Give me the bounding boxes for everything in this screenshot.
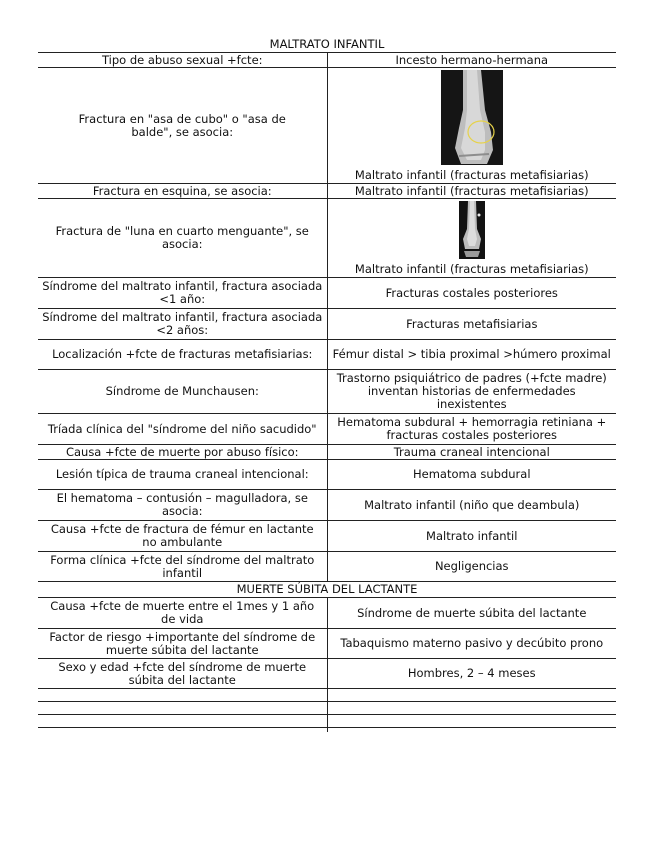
answer-cell: Hematoma subdural (327, 460, 616, 490)
table-row (38, 68, 616, 184)
question-cell: Síndrome de Munchausen: (38, 370, 327, 414)
question-cell: Tipo de abuso sexual +fcte: (38, 53, 327, 68)
question-cell: Tríada clínica del "síndrome del niño sacudido" (38, 414, 327, 445)
table-row (38, 445, 616, 460)
table-row (38, 659, 616, 689)
section-title: MALTRATO INFANTIL (38, 37, 616, 53)
question-cell: Causa +fcte de fractura de fémur en lactante no ambulante (38, 521, 327, 552)
question-cell: Síndrome del maltrato infantil, fractura asociada <2 años: (38, 309, 327, 340)
question-cell: Fractura en "asa de cubo" o "asa de balde", se asocia: (38, 68, 327, 184)
answer-cell: Fracturas costales posteriores (327, 278, 616, 309)
table-row (38, 414, 616, 445)
answer-cell: Negligencias (327, 552, 616, 582)
answer-cell: Hematoma subdural + hemorragia retiniana + fracturas costales posteriores (327, 414, 616, 445)
question-cell: Síndrome del maltrato infantil, fractura asociada <1 año: (38, 278, 327, 309)
answer-cell: Maltrato infantil (fracturas metafisiarias) (327, 184, 616, 199)
question-cell: Localización +fcte de fracturas metafisiarias: (38, 340, 327, 370)
question-cell: Factor de riesgo +importante del síndrome de muerte súbita del lactante (38, 629, 327, 659)
answer-cell: Incesto hermano-hermana (327, 53, 616, 68)
xray-image-bucket-handle-fracture (441, 70, 503, 165)
section-header-maltrato (38, 37, 616, 53)
answer-cell: Maltrato infantil (327, 521, 616, 552)
table-row (38, 340, 616, 370)
question-cell: El hematoma – contusión – magulladora, se asocia: (38, 490, 327, 521)
empty-row (38, 689, 616, 702)
table-row (38, 278, 616, 309)
table-row (38, 309, 616, 340)
table-row (38, 184, 616, 199)
question-cell: Lesión típica de trauma craneal intencional: (38, 460, 327, 490)
answer-caption: Maltrato infantil (fracturas metafisiarias) (354, 262, 589, 276)
question-cell: Forma clínica +fcte del síndrome del maltrato infantil (38, 552, 327, 582)
question-cell: Causa +fcte de muerte por abuso físico: (38, 445, 327, 460)
study-table (38, 37, 616, 728)
question-cell: Sexo y edad +fcte del síndrome de muerte súbita del lactante (38, 659, 327, 689)
table-row (38, 490, 616, 521)
xray-image-crescent-fracture (459, 201, 485, 259)
table-row (38, 53, 616, 68)
answer-cell: Trastorno psiquiátrico de padres (+fcte madre) inventan historias de enfermedades inexistentes (327, 370, 616, 414)
answer-cell: Tabaquismo materno pasivo y decúbito prono (327, 629, 616, 659)
table-row (38, 199, 616, 278)
answer-caption: Maltrato infantil (fracturas metafisiarias) (354, 168, 589, 182)
study-table-page (38, 37, 616, 728)
table-row (38, 629, 616, 659)
answer-cell: Fracturas metafisiarias (327, 309, 616, 340)
answer-cell: Hombres, 2 – 4 meses (327, 659, 616, 689)
section-header-muerte-subita (38, 582, 616, 598)
table-row (38, 370, 616, 414)
answer-cell: Maltrato infantil (niño que deambula) (327, 490, 616, 521)
answer-cell (327, 199, 616, 278)
table-row (38, 460, 616, 490)
section-title: MUERTE SÚBITA DEL LACTANTE (38, 582, 616, 598)
answer-cell (327, 68, 616, 184)
question-cell: Fractura en esquina, se asocia: (38, 184, 327, 199)
empty-row (38, 702, 616, 715)
question-cell: Fractura de "luna en cuarto menguante", se asocia: (38, 199, 327, 278)
column-divider-tail (327, 718, 328, 732)
table-row (38, 521, 616, 552)
answer-cell: Fémur distal > tibia proximal >húmero proximal (327, 340, 616, 370)
table-row (38, 598, 616, 629)
answer-cell: Trauma craneal intencional (327, 445, 616, 460)
answer-cell: Síndrome de muerte súbita del lactante (327, 598, 616, 629)
table-row (38, 552, 616, 582)
question-cell: Causa +fcte de muerte entre el 1mes y 1 año de vida (38, 598, 327, 629)
